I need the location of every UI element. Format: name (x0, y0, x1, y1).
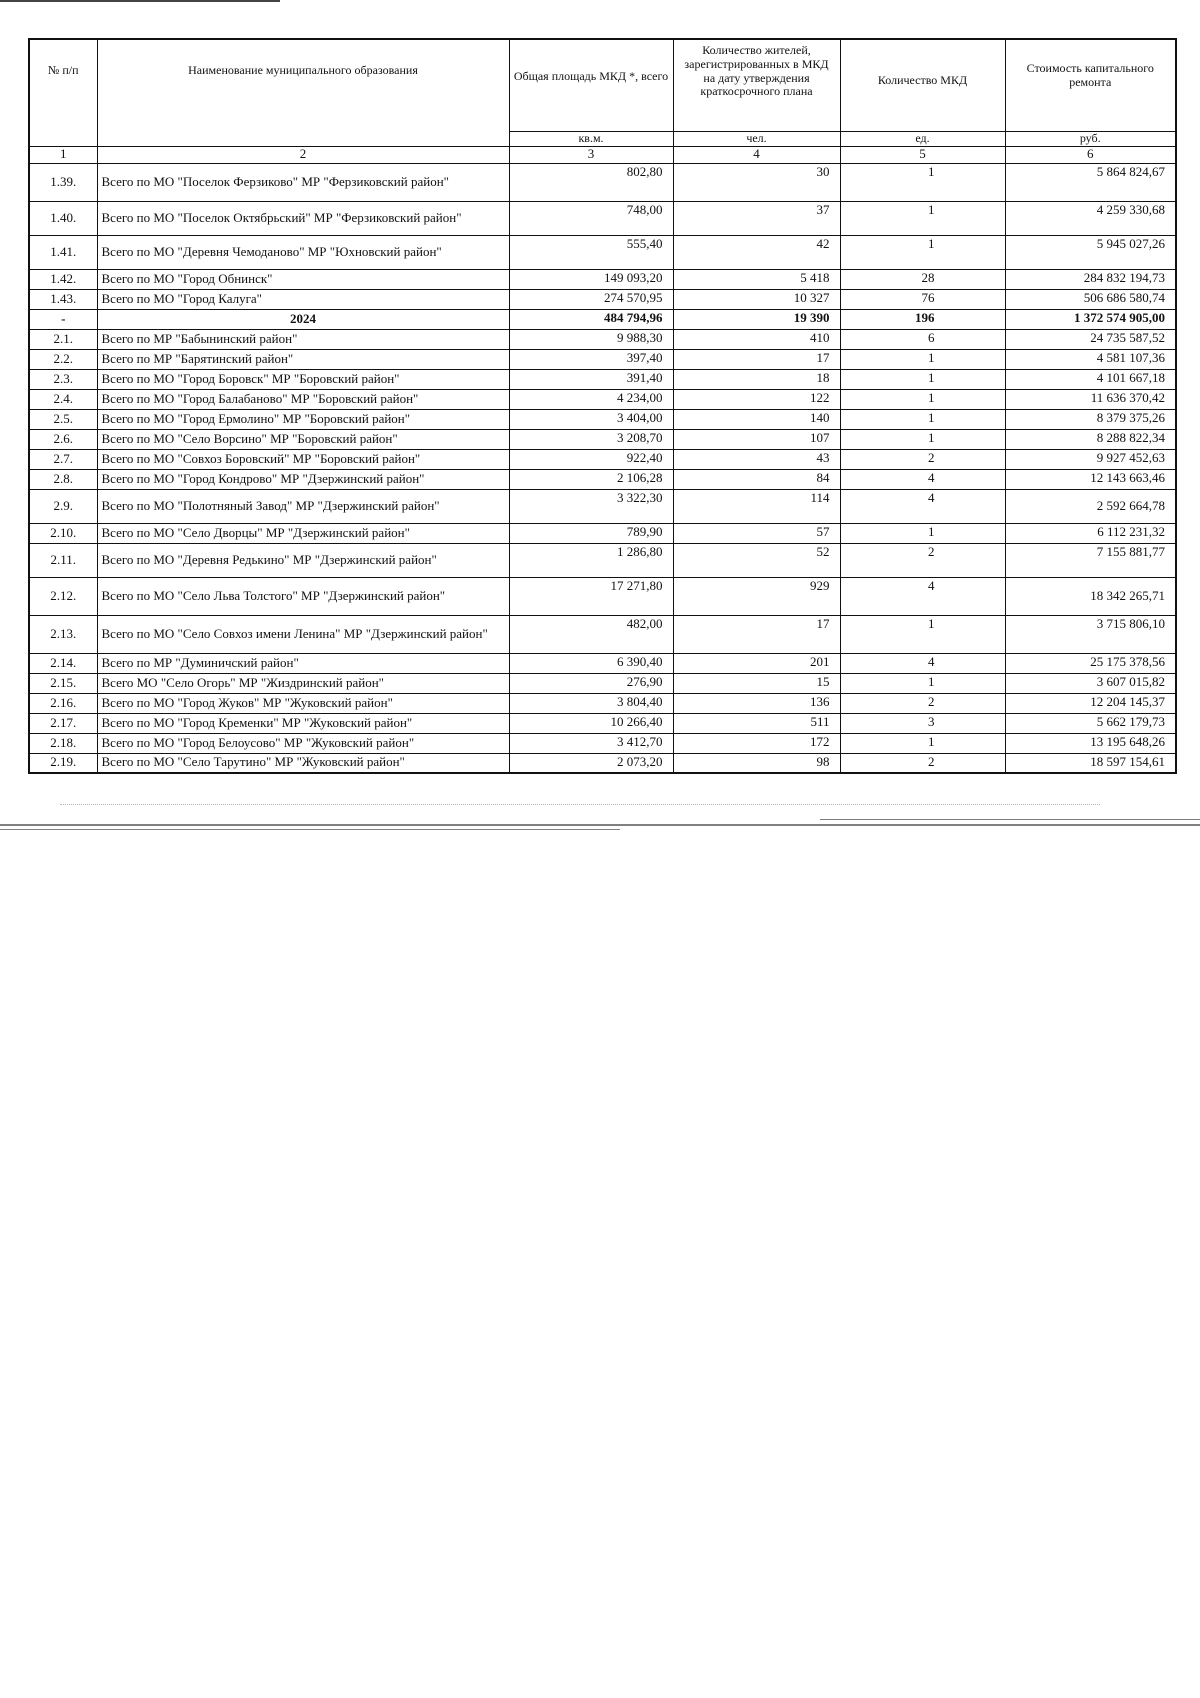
row-municipality-name: Всего по МО "Город Обнинск" (97, 269, 509, 289)
column-index: 1 (29, 146, 97, 163)
row-total-area: 1 286,80 (509, 543, 673, 577)
row-municipality-name: Всего по МО "Совхоз Боровский" МР "Боровский район" (97, 449, 509, 469)
row-municipality-name: Всего по МО "Поселок Октябрьский" МР "Ферзиковский район" (97, 201, 509, 235)
row-repair-cost: 5 864 824,67 (1005, 163, 1176, 201)
row-total-area: 397,40 (509, 349, 673, 369)
table-row (29, 289, 1176, 309)
row-number: 1.42. (29, 269, 97, 289)
column-index: 4 (673, 146, 840, 163)
row-municipality-name: Всего по МО "Город Жуков" МР "Жуковский район" (97, 693, 509, 713)
table-row (29, 753, 1176, 773)
row-number: 2.18. (29, 733, 97, 753)
row-number: 2.1. (29, 329, 97, 349)
table-row (29, 653, 1176, 673)
row-municipality-name: Всего по МО "Село Дворцы" МР "Дзержинский район" (97, 523, 509, 543)
unit-cost: руб. (1005, 131, 1176, 146)
row-residents-count: 42 (673, 235, 840, 269)
row-mkd-count: 1 (840, 733, 1005, 753)
row-repair-cost: 8 288 822,34 (1005, 429, 1176, 449)
table-row (29, 163, 1176, 201)
table-row (29, 329, 1176, 349)
row-total-area: 748,00 (509, 201, 673, 235)
table-row (29, 543, 1176, 577)
row-residents-count: 929 (673, 577, 840, 615)
row-municipality-name: Всего по МО "Деревня Редькино" МР "Дзержинский район" (97, 543, 509, 577)
row-residents-count: 18 (673, 369, 840, 389)
row-residents-count: 84 (673, 469, 840, 489)
row-municipality-name: Всего по МО "Город Калуга" (97, 289, 509, 309)
table-row (29, 409, 1176, 429)
table-row (29, 733, 1176, 753)
row-municipality-name: Всего по МО "Село Тарутино" МР "Жуковский район" (97, 753, 509, 773)
row-residents-count: 15 (673, 673, 840, 693)
row-municipality-name: Всего по МО "Город Белоусово" МР "Жуковский район" (97, 733, 509, 753)
row-number: 1.39. (29, 163, 97, 201)
row-mkd-count: 4 (840, 469, 1005, 489)
row-municipality-name: Всего по МО "Село Ворсино" МР "Боровский район" (97, 429, 509, 449)
row-number: 2.15. (29, 673, 97, 693)
row-total-area: 276,90 (509, 673, 673, 693)
table-row (29, 523, 1176, 543)
row-number: 2.3. (29, 369, 97, 389)
row-number: 2.11. (29, 543, 97, 577)
row-municipality-name: Всего по МО "Город Ермолино" МР "Боровский район" (97, 409, 509, 429)
page-top-edge-line (0, 0, 280, 2)
row-residents-count: 52 (673, 543, 840, 577)
row-repair-cost: 4 259 330,68 (1005, 201, 1176, 235)
row-residents-count: 140 (673, 409, 840, 429)
row-mkd-count: 1 (840, 523, 1005, 543)
row-residents-count: 201 (673, 653, 840, 673)
row-mkd-count: 4 (840, 577, 1005, 615)
row-residents-count: 19 390 (673, 309, 840, 329)
scan-artifact-line (0, 829, 620, 830)
row-municipality-name: Всего по МР "Барятинский район" (97, 349, 509, 369)
row-residents-count: 17 (673, 615, 840, 653)
row-municipality-name: Всего по МО "Город Кременки" МР "Жуковский район" (97, 713, 509, 733)
row-repair-cost: 24 735 587,52 (1005, 329, 1176, 349)
row-total-area: 3 404,00 (509, 409, 673, 429)
row-repair-cost: 6 112 231,32 (1005, 523, 1176, 543)
row-repair-cost: 3 715 806,10 (1005, 615, 1176, 653)
row-number: 2.5. (29, 409, 97, 429)
row-total-area: 6 390,40 (509, 653, 673, 673)
table-row (29, 693, 1176, 713)
column-index: 5 (840, 146, 1005, 163)
row-repair-cost: 506 686 580,74 (1005, 289, 1176, 309)
row-number: - (29, 309, 97, 329)
row-repair-cost: 7 155 881,77 (1005, 543, 1176, 577)
row-municipality-name: 2024 (97, 309, 509, 329)
row-number: 2.13. (29, 615, 97, 653)
scan-artifact-dots (60, 804, 1100, 806)
row-mkd-count: 1 (840, 409, 1005, 429)
column-index: 3 (509, 146, 673, 163)
row-municipality-name: Всего по МР "Думиничский район" (97, 653, 509, 673)
row-residents-count: 107 (673, 429, 840, 449)
row-municipality-name: Всего по МО "Полотняный Завод" МР "Дзержинский район" (97, 489, 509, 523)
row-residents-count: 10 327 (673, 289, 840, 309)
row-mkd-count: 4 (840, 489, 1005, 523)
row-number: 2.6. (29, 429, 97, 449)
table-row (29, 713, 1176, 733)
table-row (29, 577, 1176, 615)
row-mkd-count: 3 (840, 713, 1005, 733)
row-residents-count: 37 (673, 201, 840, 235)
row-mkd-count: 76 (840, 289, 1005, 309)
row-mkd-count: 1 (840, 615, 1005, 653)
row-total-area: 9 988,30 (509, 329, 673, 349)
unit-area: кв.м. (509, 131, 673, 146)
row-number: 2.19. (29, 753, 97, 773)
row-repair-cost: 13 195 648,26 (1005, 733, 1176, 753)
row-repair-cost: 5 945 027,26 (1005, 235, 1176, 269)
row-number: 2.10. (29, 523, 97, 543)
capital-repair-table-container (28, 38, 1175, 774)
header-area: Общая площадь МКД *, всего (509, 39, 673, 131)
row-number: 2.7. (29, 449, 97, 469)
row-mkd-count: 6 (840, 329, 1005, 349)
row-repair-cost: 5 662 179,73 (1005, 713, 1176, 733)
row-mkd-count: 1 (840, 369, 1005, 389)
row-total-area: 482,00 (509, 615, 673, 653)
row-total-area: 3 412,70 (509, 733, 673, 753)
header-residents: Количество жителей, зарегистрированных в МКД на дату утверждения краткосрочного плана (673, 39, 840, 131)
row-repair-cost: 3 607 015,82 (1005, 673, 1176, 693)
row-municipality-name: Всего по МО "Деревня Чемоданово" МР "Юхновский район" (97, 235, 509, 269)
row-total-area: 10 266,40 (509, 713, 673, 733)
row-repair-cost: 18 342 265,71 (1005, 577, 1176, 615)
row-repair-cost: 9 927 452,63 (1005, 449, 1176, 469)
row-municipality-name: Всего по МО "Поселок Ферзиково" МР "Ферзиковский район" (97, 163, 509, 201)
row-repair-cost: 12 204 145,37 (1005, 693, 1176, 713)
column-index: 2 (97, 146, 509, 163)
row-total-area: 149 093,20 (509, 269, 673, 289)
row-number: 1.43. (29, 289, 97, 309)
header-mkd: Количество МКД (840, 39, 1005, 131)
row-number: 2.16. (29, 693, 97, 713)
unit-mkd: ед. (840, 131, 1005, 146)
unit-residents: чел. (673, 131, 840, 146)
capital-repair-table (28, 38, 1177, 774)
header-num: № п/п (29, 39, 97, 146)
row-number: 2.12. (29, 577, 97, 615)
row-total-area: 4 234,00 (509, 389, 673, 409)
row-municipality-name: Всего по МО "Село Льва Толстого" МР "Дзержинский район" (97, 577, 509, 615)
row-repair-cost: 11 636 370,42 (1005, 389, 1176, 409)
table-row (29, 369, 1176, 389)
scan-artifact-line (0, 824, 1200, 826)
table-row (29, 201, 1176, 235)
table-body (29, 163, 1176, 773)
row-residents-count: 172 (673, 733, 840, 753)
table-row (29, 469, 1176, 489)
row-mkd-count: 2 (840, 753, 1005, 773)
row-residents-count: 57 (673, 523, 840, 543)
row-total-area: 3 804,40 (509, 693, 673, 713)
row-residents-count: 136 (673, 693, 840, 713)
table-row (29, 309, 1176, 329)
row-repair-cost: 2 592 664,78 (1005, 489, 1176, 523)
row-mkd-count: 1 (840, 429, 1005, 449)
row-repair-cost: 1 372 574 905,00 (1005, 309, 1176, 329)
row-municipality-name: Всего по МО "Город Кондрово" МР "Дзержинский район" (97, 469, 509, 489)
row-residents-count: 17 (673, 349, 840, 369)
row-mkd-count: 1 (840, 163, 1005, 201)
row-number: 2.17. (29, 713, 97, 733)
row-mkd-count: 28 (840, 269, 1005, 289)
column-index: 6 (1005, 146, 1176, 163)
table-row (29, 389, 1176, 409)
row-number: 2.8. (29, 469, 97, 489)
row-municipality-name: Всего по МО "Город Боровск" МР "Боровский район" (97, 369, 509, 389)
row-total-area: 17 271,80 (509, 577, 673, 615)
row-residents-count: 5 418 (673, 269, 840, 289)
row-residents-count: 43 (673, 449, 840, 469)
row-mkd-count: 2 (840, 693, 1005, 713)
row-total-area: 922,40 (509, 449, 673, 469)
row-residents-count: 511 (673, 713, 840, 733)
row-repair-cost: 8 379 375,26 (1005, 409, 1176, 429)
row-repair-cost: 4 101 667,18 (1005, 369, 1176, 389)
row-mkd-count: 1 (840, 389, 1005, 409)
row-total-area: 555,40 (509, 235, 673, 269)
row-residents-count: 410 (673, 329, 840, 349)
row-municipality-name: Всего по МО "Город Балабаново" МР "Боровский район" (97, 389, 509, 409)
row-municipality-name: Всего по МР "Бабынинский район" (97, 329, 509, 349)
table-row (29, 269, 1176, 289)
row-mkd-count: 1 (840, 673, 1005, 693)
row-total-area: 391,40 (509, 369, 673, 389)
scan-artifact-line (820, 819, 1200, 820)
row-total-area: 484 794,96 (509, 309, 673, 329)
row-municipality-name: Всего по МО "Село Совхоз имени Ленина" МР "Дзержинский район" (97, 615, 509, 653)
row-total-area: 789,90 (509, 523, 673, 543)
row-total-area: 2 073,20 (509, 753, 673, 773)
row-total-area: 2 106,28 (509, 469, 673, 489)
row-mkd-count: 4 (840, 653, 1005, 673)
row-number: 1.40. (29, 201, 97, 235)
header-cost: Стоимость капитального ремонта (1005, 39, 1176, 131)
table-row (29, 235, 1176, 269)
table-row (29, 615, 1176, 653)
row-number: 1.41. (29, 235, 97, 269)
row-repair-cost: 12 143 663,46 (1005, 469, 1176, 489)
row-number: 2.14. (29, 653, 97, 673)
row-total-area: 802,80 (509, 163, 673, 201)
table-row (29, 673, 1176, 693)
row-total-area: 3 322,30 (509, 489, 673, 523)
row-residents-count: 122 (673, 389, 840, 409)
table-row (29, 449, 1176, 469)
row-total-area: 3 208,70 (509, 429, 673, 449)
row-repair-cost: 18 597 154,61 (1005, 753, 1176, 773)
row-mkd-count: 2 (840, 449, 1005, 469)
row-number: 2.2. (29, 349, 97, 369)
table-row (29, 489, 1176, 523)
row-repair-cost: 284 832 194,73 (1005, 269, 1176, 289)
row-mkd-count: 1 (840, 349, 1005, 369)
table-row (29, 429, 1176, 449)
row-residents-count: 114 (673, 489, 840, 523)
row-repair-cost: 4 581 107,36 (1005, 349, 1176, 369)
row-residents-count: 98 (673, 753, 840, 773)
row-mkd-count: 196 (840, 309, 1005, 329)
row-mkd-count: 1 (840, 201, 1005, 235)
row-mkd-count: 2 (840, 543, 1005, 577)
table-row (29, 349, 1176, 369)
row-number: 2.4. (29, 389, 97, 409)
row-municipality-name: Всего МО "Село Огорь" МР "Жиздринский район" (97, 673, 509, 693)
table-header (29, 39, 1176, 163)
row-mkd-count: 1 (840, 235, 1005, 269)
row-residents-count: 30 (673, 163, 840, 201)
row-number: 2.9. (29, 489, 97, 523)
row-total-area: 274 570,95 (509, 289, 673, 309)
header-name: Наименование муниципального образования (97, 39, 509, 146)
row-repair-cost: 25 175 378,56 (1005, 653, 1176, 673)
